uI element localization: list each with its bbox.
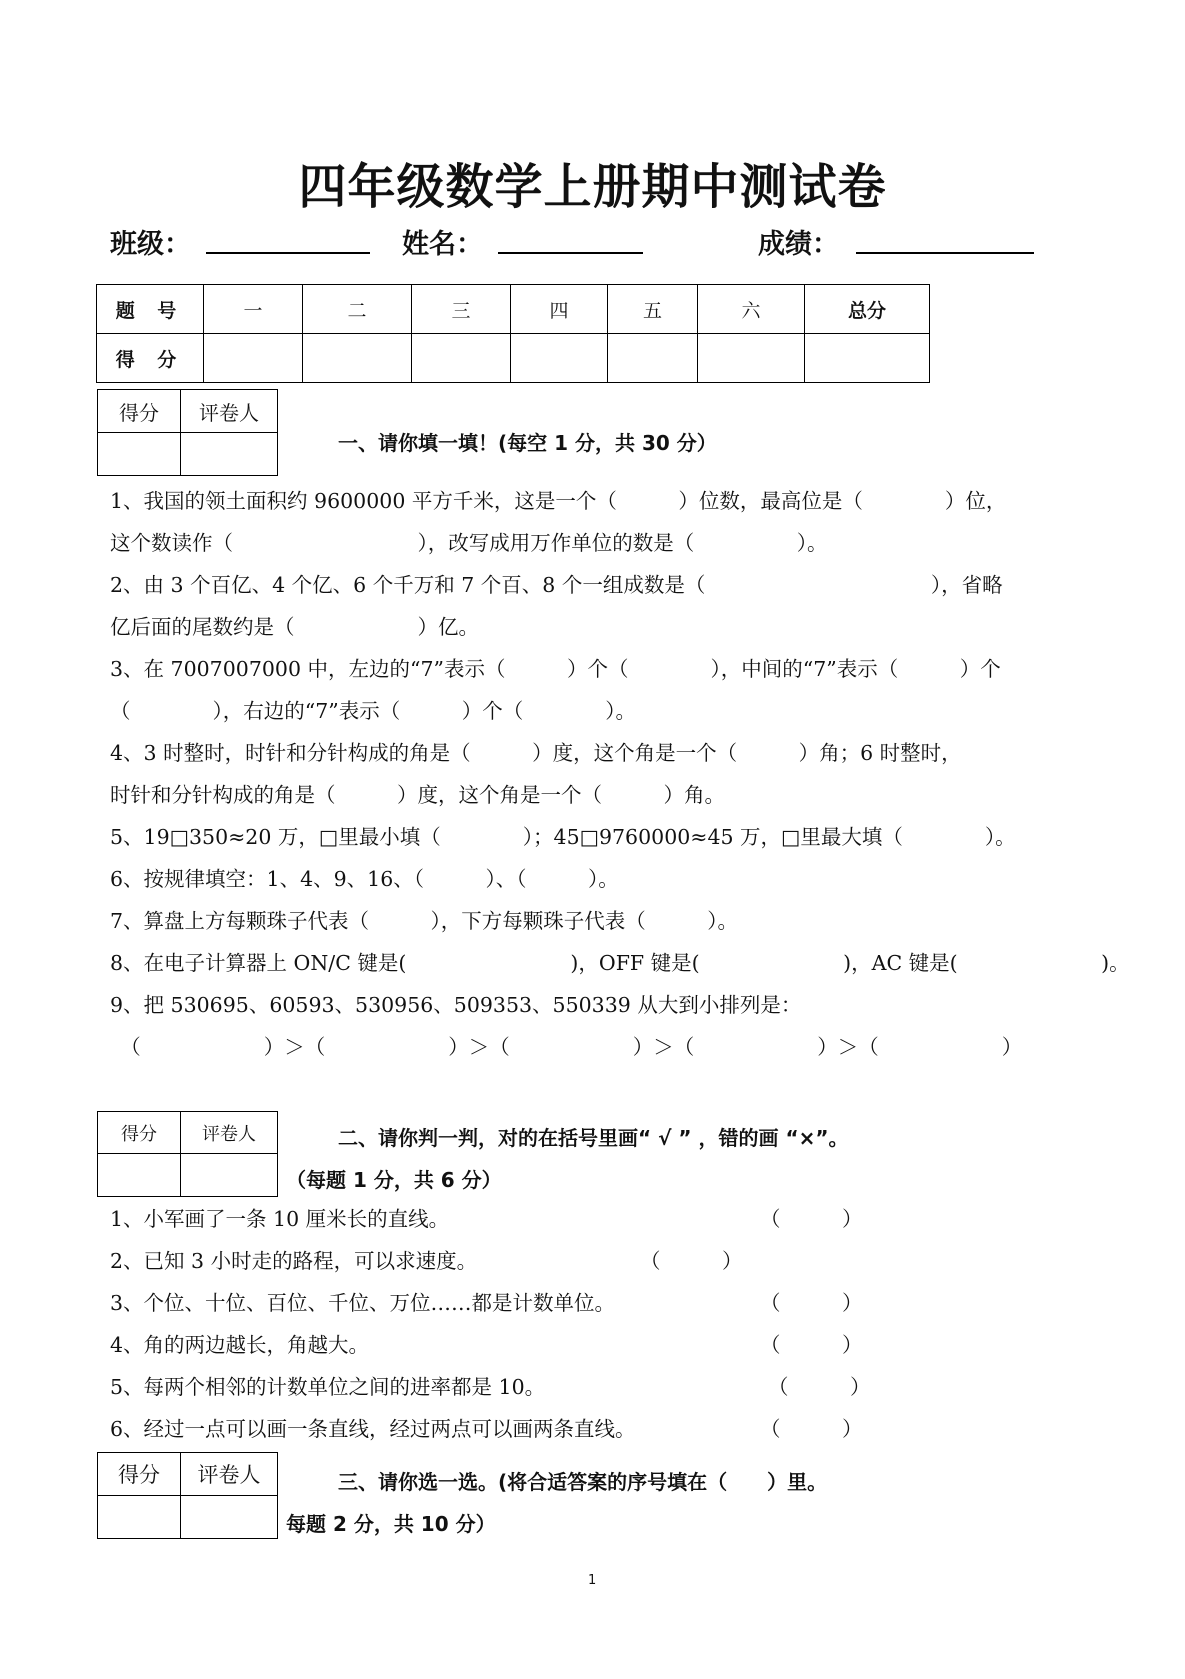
question-line: 7、算盘上方每颗珠子代表（ ），下方每颗珠子代表（ ）。 xyxy=(110,909,739,933)
grader-name-label: 评卷人 xyxy=(181,1112,278,1154)
question-line: （ ）＞（ ）＞（ ）＞（ ）＞（ ） xyxy=(110,1035,1023,1059)
score-label: 成绩： xyxy=(758,229,839,260)
judge-item-text: 4、角的两边越长，角越大。 xyxy=(110,1333,370,1357)
question-line: 1、我国的领土面积约 9600000 平方千米，这是一个（ ）位数，最高位是（ ）位， xyxy=(110,489,1007,513)
grader-score-cell[interactable] xyxy=(98,433,181,476)
grader-box-section3 xyxy=(97,1452,278,1539)
section3-subheading: 每题 2 分，共 10 分） xyxy=(286,1512,496,1536)
header-cell-4: 四 xyxy=(511,285,608,334)
score-cell[interactable] xyxy=(511,334,608,383)
section2-subheading: （每题 1 分，共 6 分） xyxy=(286,1168,502,1192)
judge-answer-paren[interactable]: （ ） xyxy=(768,1375,871,1399)
section1-heading: 一、请你填一填！(每空 1 分，共 30 分） xyxy=(338,431,717,455)
section3-heading: 三、请你选一选。(将合适答案的序号填在（ ）里。 xyxy=(338,1470,828,1494)
grader-score-cell[interactable] xyxy=(98,1154,181,1197)
header-cell-6: 六 xyxy=(698,285,805,334)
question-line: 5、19□350≈20 万，□里最小填（ ）；45□9760000≈45 万，□里最大填（ ）。 xyxy=(110,825,1016,849)
score-cell[interactable] xyxy=(303,334,412,383)
class-field[interactable] xyxy=(206,252,370,254)
grader-score-cell[interactable] xyxy=(98,1496,181,1539)
score-cell-total[interactable] xyxy=(805,334,930,383)
score-table xyxy=(96,284,930,383)
header-cell-3: 三 xyxy=(412,285,511,334)
judge-item-text: 1、小军画了一条 10 厘米长的直线。 xyxy=(110,1207,450,1231)
question-line: （ ），右边的“7”表示（ ）个（ ）。 xyxy=(110,699,637,723)
question-line: 8、在电子计算器上 ON/C 键是( )，OFF 键是( )，AC 键是( )。 xyxy=(110,951,1130,975)
question-line: 3、在 7007007000 中，左边的“7”表示（ ）个（ ），中间的“7”表示（ ）个 xyxy=(110,657,1001,681)
judge-item-text: 5、每两个相邻的计数单位之间的进率都是 10。 xyxy=(110,1375,546,1399)
page-title: 四年级数学上册期中测试卷 xyxy=(298,159,887,215)
section2-heading: 二、请你判一判，对的在括号里画“ √ ” ，错的画 “×”。 xyxy=(338,1126,849,1150)
judge-item-text: 2、已知 3 小时走的路程，可以求速度。 xyxy=(110,1249,478,1273)
judge-answer-paren[interactable]: （ ） xyxy=(640,1249,743,1273)
score-cell[interactable] xyxy=(608,334,698,383)
grader-name-label: 评卷人 xyxy=(181,1453,278,1496)
header-cell-2: 二 xyxy=(303,285,412,334)
name-field[interactable] xyxy=(498,252,643,254)
row-label-score: 得 分 xyxy=(97,334,204,383)
grader-score-label: 得分 xyxy=(98,1112,181,1154)
judge-item-text: 3、个位、十位、百位、千位、万位……都是计数单位。 xyxy=(110,1291,616,1315)
judge-item-text: 6、经过一点可以画一条直线，经过两点可以画两条直线。 xyxy=(110,1417,636,1441)
question-line: 时针和分针构成的角是（ ）度，这个角是一个（ ）角。 xyxy=(110,783,725,807)
score-cell[interactable] xyxy=(698,334,805,383)
header-cell-5: 五 xyxy=(608,285,698,334)
grader-name-label: 评卷人 xyxy=(181,390,278,433)
judge-answer-paren[interactable]: （ ） xyxy=(760,1291,863,1315)
score-field[interactable] xyxy=(856,252,1034,254)
question-line: 4、3 时整时，时针和分针构成的角是（ ）度，这个角是一个（ ）角；6 时整时， xyxy=(110,741,962,765)
grader-box-section1 xyxy=(97,389,278,476)
grader-score-label: 得分 xyxy=(98,1453,181,1496)
score-table-header-row xyxy=(97,285,930,334)
question-line: 亿后面的尾数约是（ ）亿。 xyxy=(110,615,479,639)
score-table-score-row xyxy=(97,334,930,383)
header-cell-question-no: 题 号 xyxy=(97,285,204,334)
name-label: 姓名： xyxy=(402,229,483,260)
question-line: 2、由 3 个百亿、4 个亿、6 个千万和 7 个百、8 个一组成数是（ ），省略 xyxy=(110,573,1003,597)
grader-box-section2 xyxy=(97,1111,278,1197)
page-number: 1 xyxy=(588,1573,597,1588)
grader-name-cell[interactable] xyxy=(181,1154,278,1197)
question-line: 6、按规律填空：1、4、9、16、（ ）、（ ）。 xyxy=(110,867,619,891)
class-label: 班级： xyxy=(110,229,191,260)
header-cell-1: 一 xyxy=(204,285,303,334)
header-cell-total: 总分 xyxy=(805,285,930,334)
score-cell[interactable] xyxy=(412,334,511,383)
judge-answer-paren[interactable]: （ ） xyxy=(760,1207,863,1231)
question-line: 9、把 530695、60593、530956、509353、550339 从大到小排列是： xyxy=(110,993,802,1017)
question-line: 这个数读作（ ），改写成用万作单位的数是（ ）。 xyxy=(110,531,828,555)
grader-name-cell[interactable] xyxy=(181,433,278,476)
score-cell[interactable] xyxy=(204,334,303,383)
judge-answer-paren[interactable]: （ ） xyxy=(760,1333,863,1357)
grader-score-label: 得分 xyxy=(98,390,181,433)
judge-answer-paren[interactable]: （ ） xyxy=(760,1417,863,1441)
grader-name-cell[interactable] xyxy=(181,1496,278,1539)
